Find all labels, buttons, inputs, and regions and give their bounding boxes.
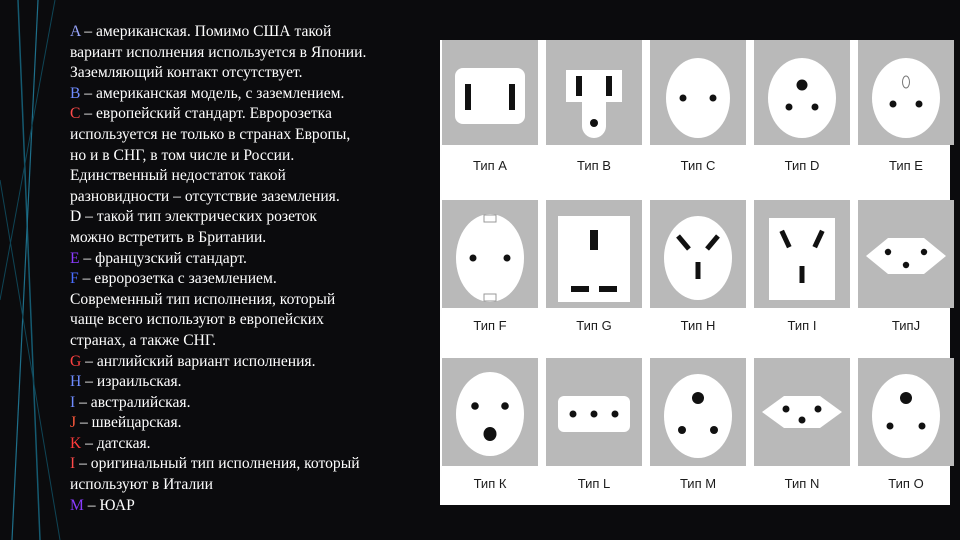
description-text: странах, а также СНГ. bbox=[70, 331, 217, 349]
description-line bbox=[70, 249, 440, 270]
type-letter: I bbox=[70, 455, 76, 473]
description-text: – евророзетка с заземлением. bbox=[78, 270, 277, 288]
description-text: Современный тип исполнения, который bbox=[70, 290, 336, 308]
type-letter: M bbox=[70, 496, 84, 514]
type-letter: C bbox=[70, 105, 81, 123]
socket-outlet-icon bbox=[546, 200, 642, 316]
socket-types-description bbox=[70, 22, 440, 516]
description-line bbox=[70, 331, 440, 352]
description-line bbox=[70, 434, 440, 455]
description-line bbox=[70, 496, 440, 517]
description-text: используют в Италии bbox=[70, 476, 213, 494]
socket-tile bbox=[546, 358, 642, 509]
socket-type-label: Тип N bbox=[784, 476, 820, 491]
description-line bbox=[70, 166, 440, 187]
socket-outlet-icon bbox=[650, 200, 746, 316]
socket-type-label: ТипJ bbox=[891, 318, 921, 333]
socket-types-grid bbox=[440, 40, 950, 505]
socket-tile bbox=[858, 40, 954, 191]
description-text: чаще всего используют в европейских bbox=[70, 311, 324, 329]
description-text: но и в СНГ, в том числе и России. bbox=[70, 146, 295, 164]
description-text: разновидности – отсутствие заземления. bbox=[70, 187, 340, 205]
socket-tile bbox=[546, 200, 642, 351]
description-text: – американская модель, с заземлением. bbox=[80, 84, 345, 102]
socket-type-label: Тип В bbox=[577, 158, 611, 173]
description-line bbox=[70, 104, 440, 125]
socket-type-label: Тип А bbox=[473, 158, 507, 173]
description-line bbox=[70, 269, 440, 290]
socket-type-label: Тип Н bbox=[680, 318, 716, 333]
description-text: – такой тип электрических розеток bbox=[81, 208, 317, 226]
socket-outlet-icon bbox=[650, 40, 746, 156]
description-line bbox=[70, 310, 440, 331]
socket-outlet-icon bbox=[858, 358, 954, 474]
socket-type-label: Тип М bbox=[679, 476, 717, 491]
description-text: используется не только в странах Европы, bbox=[70, 125, 351, 143]
socket-tile bbox=[754, 200, 850, 351]
type-letter: J bbox=[70, 414, 77, 432]
description-line bbox=[70, 207, 440, 228]
type-letter: D bbox=[70, 208, 82, 226]
socket-type-label: Тип I bbox=[787, 318, 817, 333]
description-line bbox=[70, 413, 440, 434]
socket-tile bbox=[754, 358, 850, 509]
description-line bbox=[70, 43, 440, 64]
type-letter: I bbox=[70, 393, 76, 411]
description-line bbox=[70, 352, 440, 373]
socket-tile bbox=[442, 40, 538, 191]
description-text: Заземляющий контакт отсутствует. bbox=[70, 64, 303, 82]
socket-type-label: Тип G bbox=[576, 318, 612, 333]
socket-type-label: Тип D bbox=[784, 158, 820, 173]
description-line bbox=[70, 290, 440, 311]
socket-outlet-icon bbox=[546, 40, 642, 156]
socket-outlet-icon bbox=[858, 40, 954, 156]
socket-type-label: Тип Е bbox=[889, 158, 923, 173]
socket-type-label: Тип L bbox=[577, 476, 611, 491]
type-letter: K bbox=[70, 434, 82, 452]
socket-outlet-icon bbox=[442, 358, 538, 474]
socket-type-label: Тип С bbox=[680, 158, 716, 173]
description-line bbox=[70, 125, 440, 146]
socket-tile bbox=[754, 40, 850, 191]
type-letter: F bbox=[70, 270, 79, 288]
description-text: – европейский стандарт. Евророзетка bbox=[80, 105, 332, 123]
socket-tile bbox=[650, 40, 746, 191]
description-line bbox=[70, 187, 440, 208]
socket-type-label: Тип К bbox=[473, 476, 507, 491]
type-letter: E bbox=[70, 249, 80, 267]
socket-tile bbox=[858, 358, 954, 509]
description-line bbox=[70, 454, 440, 475]
description-line bbox=[70, 372, 440, 393]
description-line bbox=[70, 146, 440, 167]
socket-outlet-icon bbox=[858, 200, 954, 316]
description-line bbox=[70, 84, 440, 105]
socket-type-label: Тип О bbox=[888, 476, 924, 491]
socket-outlet-icon bbox=[546, 358, 642, 474]
type-letter: G bbox=[70, 352, 82, 370]
description-line bbox=[70, 228, 440, 249]
description-text: – швейцарская. bbox=[76, 414, 182, 432]
socket-outlet-icon bbox=[754, 40, 850, 156]
socket-tile bbox=[442, 358, 538, 509]
socket-tile bbox=[650, 358, 746, 509]
description-text: – датская. bbox=[81, 434, 151, 452]
socket-outlet-icon bbox=[442, 200, 538, 316]
description-line bbox=[70, 475, 440, 496]
description-text: – ЮАР bbox=[83, 496, 135, 514]
description-text: – оригинальный тип исполнения, который bbox=[75, 455, 360, 473]
description-text: – австралийская. bbox=[75, 393, 191, 411]
description-text: – французский стандарт. bbox=[79, 249, 247, 267]
description-line bbox=[70, 393, 440, 414]
socket-tile bbox=[650, 200, 746, 351]
socket-outlet-icon bbox=[754, 200, 850, 316]
description-line bbox=[70, 63, 440, 84]
description-line bbox=[70, 22, 440, 43]
description-text: – израильская. bbox=[81, 373, 182, 391]
type-letter: A bbox=[70, 23, 81, 40]
socket-outlet-icon bbox=[442, 40, 538, 156]
description-text: – американская. Помимо США такой bbox=[80, 23, 332, 40]
description-text: Единственный недостаток такой bbox=[70, 167, 286, 185]
type-letter: H bbox=[70, 373, 82, 391]
socket-tile bbox=[546, 40, 642, 191]
description-text: вариант исполнения используется в Японии. bbox=[70, 43, 367, 61]
socket-outlet-icon bbox=[754, 358, 850, 474]
type-letter: B bbox=[70, 84, 81, 102]
description-text: можно встретить в Британии. bbox=[70, 228, 267, 246]
socket-outlet-icon bbox=[650, 358, 746, 474]
socket-tile bbox=[442, 200, 538, 351]
socket-tile bbox=[858, 200, 954, 351]
socket-type-label: Тип F bbox=[473, 318, 507, 333]
description-text: – английский вариант исполнения. bbox=[81, 352, 316, 370]
